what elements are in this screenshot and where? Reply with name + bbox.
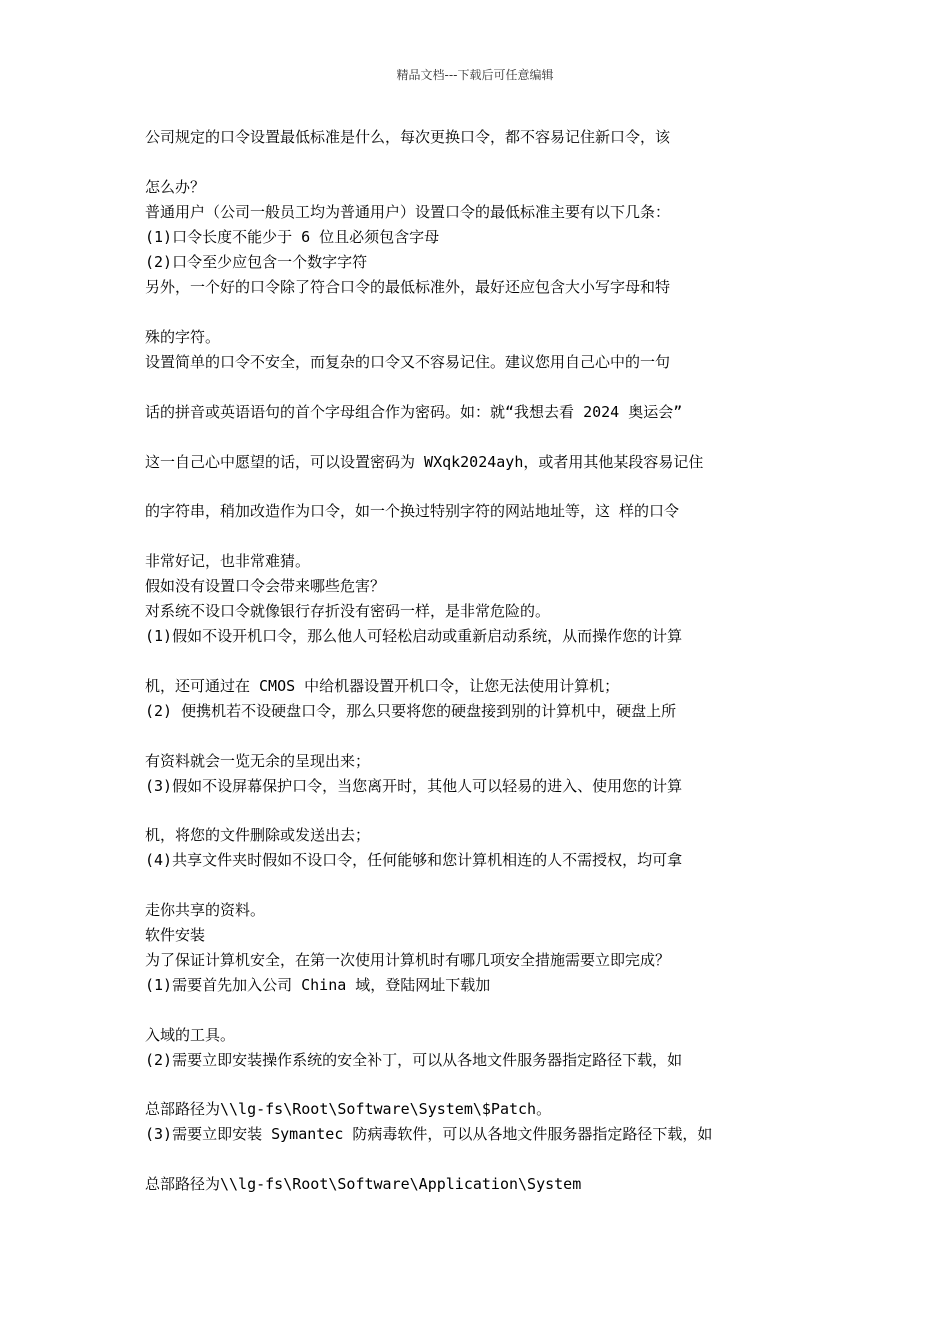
text-line: (1)口令长度不能少于 6 位且必须包含字母 [145, 228, 440, 246]
text-line: (2) 便携机若不设硬盘口令，那么只要将您的硬盘接到别的计算机中，硬盘上所 [145, 702, 677, 720]
text-line: 走你共享的资料。 [145, 901, 266, 919]
text-line: 非常好记，也非常难猜。 [145, 552, 311, 570]
text-line: (3)假如不设屏幕保护口令，当您离开时，其他人可以轻易的进入、使用您的计算 [145, 777, 683, 795]
text-line: (2)需要立即安装操作系统的安全补丁，可以从各地文件服务器指定路径下载，如 [145, 1051, 683, 1069]
text-line: (3)需要立即安装 Symantec 防病毒软件，可以从各地文件服务器指定路径下载，如 [145, 1125, 713, 1143]
text-line: (1)假如不设开机口令，那么他人可轻松启动或重新启动系统，从而操作您的计算 [145, 627, 683, 645]
section-heading: 软件安装 [145, 926, 206, 944]
text-line: 对系统不设口令就像银行存折没有密码一样，是非常危险的。 [145, 602, 551, 620]
text-line: 话的拼音或英语语句的首个字母组合作为密码。如：就“我想去看 2024 奥运会” [145, 403, 683, 421]
text-line: 普通用户（公司一般员工均为普通用户）设置口令的最低标准主要有以下几条： [145, 203, 671, 221]
text-line: 入域的工具。 [145, 1026, 236, 1044]
text-line: 殊的字符。 [145, 328, 221, 346]
text-line: 设置简单的口令不安全，而复杂的口令又不容易记住。建议您用自己心中的一句 [145, 353, 671, 371]
text-line: 假如没有设置口令会带来哪些危害？ [145, 577, 386, 595]
text-line: (2)口令至少应包含一个数字字符 [145, 253, 368, 271]
text-line: 总部路径为\\lg-fs\Root\Software\System\$Patch。 [145, 1100, 552, 1118]
text-line: 的字符串，稍加改造作为口令，如一个换过特别字符的网站地址等，这 样的口令 [145, 502, 680, 520]
text-line: (4)共享文件夹时假如不设口令，任何能够和您计算机相连的人不需授权，均可拿 [145, 851, 683, 869]
text-line: 为了保证计算机安全，在第一次使用计算机时有哪几项安全措施需要立即完成？ [145, 951, 671, 969]
text-line: 怎么办？ [145, 178, 206, 196]
page-header: 精品文档---下载后可任意编辑 [396, 68, 554, 82]
text-line: 公司规定的口令设置最低标准是什么，每次更换口令，都不容易记住新口令，该 [145, 128, 671, 146]
text-line: (1)需要首先加入公司 China 域，登陆网址下载加 [145, 976, 491, 994]
text-line: 机，将您的文件删除或发送出去； [145, 826, 371, 844]
text-line: 这一自己心中愿望的话，可以设置密码为 WXqk2024ayh，或者用其他某段容易记住 [145, 453, 704, 471]
text-line: 机，还可通过在 CMOS 中给机器设置开机口令，让您无法使用计算机； [145, 677, 620, 695]
text-line: 有资料就会一览无余的呈现出来； [145, 752, 371, 770]
text-line: 另外，一个好的口令除了符合口令的最低标准外，最好还应包含大小写字母和特 [145, 278, 671, 296]
text-line: 总部路径为\\lg-fs\Root\Software\Application\System [145, 1175, 582, 1193]
